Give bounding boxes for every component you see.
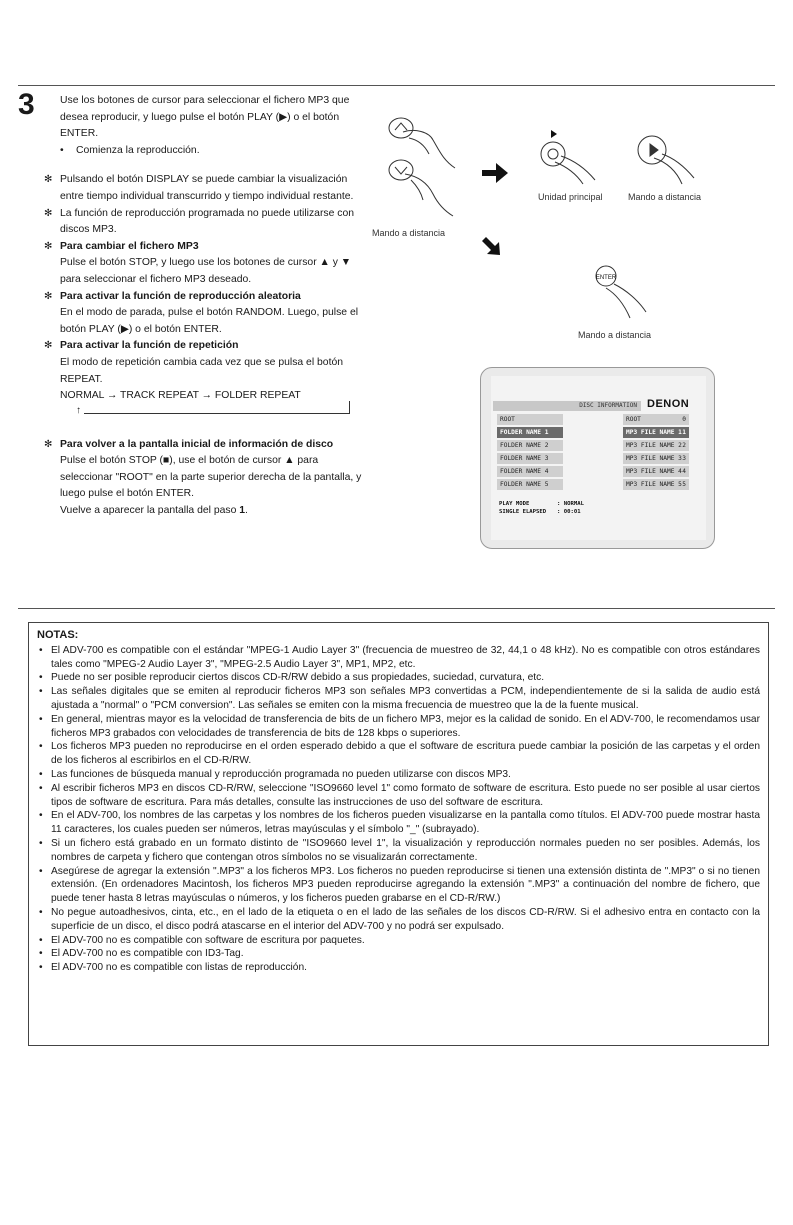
note-program-play: ✻ La función de reproducción programada no puede utilizarse con discos MP3. bbox=[44, 206, 362, 239]
brand-logo: DENON bbox=[647, 398, 690, 410]
note-item: • Las funciones de búsqueda manual y reproducción programada no pueden utilizarse con discos MP3. bbox=[37, 768, 760, 782]
note-item: • Si un fichero está grabado en un formato distinto de "ISO9660 level 1", la visualización y reproducción normales pueden no ser posibles. Además, los nombres de carpeta y fichero que contengan otros símbolos no se visualizarán correctamente. bbox=[37, 837, 760, 865]
folder-row-3[interactable]: FOLDER NAME 3 bbox=[497, 453, 563, 464]
note-item: • El ADV-700 no es compatible con software de escritura por paquetes. bbox=[37, 934, 760, 948]
folder-row-1[interactable]: FOLDER NAME 1 bbox=[497, 427, 563, 438]
file-row-4[interactable]: MP3 FILE NAME 4 4 bbox=[623, 466, 689, 477]
note-item: • El ADV-700 no es compatible con ID3-Tag. bbox=[37, 947, 760, 961]
file-row-1[interactable]: MP3 FILE NAME 1 1 bbox=[623, 427, 689, 438]
remote-cursor-hand-illustration bbox=[385, 110, 470, 225]
file-row-root[interactable]: ROOT 0 bbox=[623, 414, 689, 425]
folder-row-root[interactable]: ROOT bbox=[497, 414, 563, 425]
note-item: • Al escribir ficheros MP3 en discos CD-R/RW, seleccione "ISO9660 level 1" como formato de software de escritura. Esto puede no ser posible al usar ciertos tipos de software de escritura. Para más detalles, consulte las instrucciones de uso del software de escritura. bbox=[37, 782, 760, 810]
notes-title: NOTAS: bbox=[37, 629, 79, 641]
notes-list bbox=[37, 644, 760, 975]
caption-remote-right: Mando a distancia bbox=[628, 192, 702, 202]
enter-label: ENTER bbox=[595, 275, 617, 281]
note-item: • El ADV-700 es compatible con el estándar "MPEG-1 Audio Layer 3" (frecuencia de muestreo de 32, 44,1 o 48 kHz). No es compatible con otros estándares tales como "MPEG-2 Audio Layer 3", "MPEG-2.5 Audio Layer 3", MP1, MP2, etc. bbox=[37, 644, 760, 672]
step-ref: 1 bbox=[239, 505, 246, 517]
playback-status bbox=[499, 500, 584, 516]
step-bullet: • Comienza la reproducción. bbox=[60, 143, 362, 160]
repeat-sequence: NORMAL → TRACK REPEAT → FOLDER REPEAT bbox=[60, 390, 301, 402]
file-row-2[interactable]: MP3 FILE NAME 2 2 bbox=[623, 440, 689, 451]
disc-information-screen bbox=[480, 367, 715, 549]
notes-box bbox=[28, 622, 769, 1046]
arrow-up-icon: ↑ bbox=[76, 404, 81, 416]
note-item: • Los ficheros MP3 pueden no reproducirse en el orden esperado debido a que el software de escritura puede cambiar la posición de las carpetas y el orden de los ficheros al escribirlos en el CD-R/RW. bbox=[37, 740, 760, 768]
folder-list bbox=[497, 414, 563, 492]
elapsed-label: SINGLE ELAPSED bbox=[499, 509, 547, 515]
note-item: • Las señales digitales que se emiten al reproducir ficheros MP3 son señales MP3 convertidas a PCM, independientemente de si la salida de audio está ajustada a "normal" o "PCM conversion". Las señales se emiten con la misma frecuencia de muestreo que la de la fuente musical. bbox=[37, 685, 760, 713]
note-item: • En general, mientras mayor es la velocidad de transferencia de bits de un fichero MP3, mejor es la calidad de sonido. En el ADV-700, le recomendamos usar ficheros MP3 grabados con velocidades de transferencia de bits de 128 kbps o superiores. bbox=[37, 713, 760, 741]
caption-main-unit: Unidad principal bbox=[538, 192, 603, 202]
main-unit-play-hand-illustration bbox=[535, 128, 605, 190]
repeat-loop-arrow bbox=[76, 405, 362, 417]
note-item: • El ADV-700 no es compatible con listas de reproducción. bbox=[37, 961, 760, 975]
remote-enter-hand-illustration bbox=[590, 262, 660, 328]
note-display-toggle: ✻ Pulsando el botón DISPLAY se puede cambiar la visualización entre tiempo individual transcurrido y tiempo individual restante. bbox=[44, 172, 362, 205]
folder-row-2[interactable]: FOLDER NAME 2 bbox=[497, 440, 563, 451]
note-return-root: ✻ Para volver a la pantalla inicial de información de disco Pulse el botón STOP (■), use el botón de cursor ▲ para seleccionar "ROOT" en la parte superior derecha de la pantalla, y luego pulse el botón ENTER. Vuelve a aparecer la pantalla del paso 1. bbox=[44, 437, 362, 520]
note-repeat: ✻ Para activar la función de repetición El modo de repetición cambia cada vez que se pulsa el botón REPEAT. NORMAL → TRACK REPEAT → FOLDER REPEAT bbox=[44, 338, 362, 404]
file-row-5[interactable]: MP3 FILE NAME 5 5 bbox=[623, 479, 689, 490]
file-row-3[interactable]: MP3 FILE NAME 3 3 bbox=[623, 453, 689, 464]
note-item: • Asegúrese de agregar la extensión ".MP3" a los ficheros MP3. Los ficheros no pueden reproducirse si tienen una extensión distinta de ".MP3" o si no tienen extensión. (En ordenadores Macintosh, los ficheros MP3 pueden reproducirse agregando la extensión ".MP3" a continuación del nombre de fichero, que puede tener hasta 8 letras mayúsculas o números, y los ficheros pueden grabarse en el CD-R/RW.) bbox=[37, 865, 760, 906]
note-item: • En el ADV-700, los nombres de las carpetas y los nombres de los ficheros pueden visualizarse en la pantalla como títulos. El ADV-700 puede mostrar hasta 11 caracteres, los cuales pueden ser números, letras mayúsculas y el símbolo "_" (subrayado). bbox=[37, 809, 760, 837]
arrow-down-right-icon bbox=[480, 235, 502, 257]
step-intro: Use los botones de cursor para seleccionar el fichero MP3 que desea reproducir, y luego pulse el botón PLAY (▶) o el botón ENTER. bbox=[60, 95, 350, 140]
note-item: • Puede no ser posible reproducir ciertos discos CD-R/RW debido a sus propiedades, suciedad, curvatura, etc. bbox=[37, 671, 760, 685]
arrow-right-icon bbox=[482, 163, 508, 183]
top-rule bbox=[18, 85, 775, 86]
folder-row-4[interactable]: FOLDER NAME 4 bbox=[497, 466, 563, 477]
note-random-play: ✻ Para activar la función de reproducción aleatoria En el modo de parada, pulse el botón RANDOM. Luego, pulse el botón PLAY (▶) o el botón ENTER. bbox=[44, 289, 362, 339]
caption-remote-bottom: Mando a distancia bbox=[578, 330, 652, 340]
section-rule bbox=[18, 608, 775, 609]
elapsed-value: : 00:01 bbox=[557, 509, 581, 515]
caption-remote-left: Mando a distancia bbox=[372, 228, 446, 238]
play-mode-label: PLAY MODE bbox=[499, 501, 530, 507]
file-list bbox=[623, 414, 689, 492]
step-instructions bbox=[60, 93, 362, 520]
note-change-file: ✻ Para cambiar el fichero MP3 Pulse el botón STOP, y luego use los botones de cursor ▲ y ▼ para seleccionar el fichero MP3 deseado. bbox=[44, 239, 362, 289]
remote-play-hand-illustration bbox=[630, 128, 702, 190]
folder-row-5[interactable]: FOLDER NAME 5 bbox=[497, 479, 563, 490]
step-number: 3 bbox=[18, 88, 35, 121]
note-item: • No pegue autoadhesivos, cinta, etc., en el lado de la etiqueta o en el lado de las señales de los discos CD-R/RW. Si el adhesivo entra en contacto con la superficie de un disco, el disco podrá atascarse en el interior del ADV-700 y no podrá ser expulsado. bbox=[37, 906, 760, 934]
play-mode-value: : NORMAL bbox=[557, 501, 584, 507]
screen-title: DISC INFORMATION bbox=[493, 401, 641, 411]
